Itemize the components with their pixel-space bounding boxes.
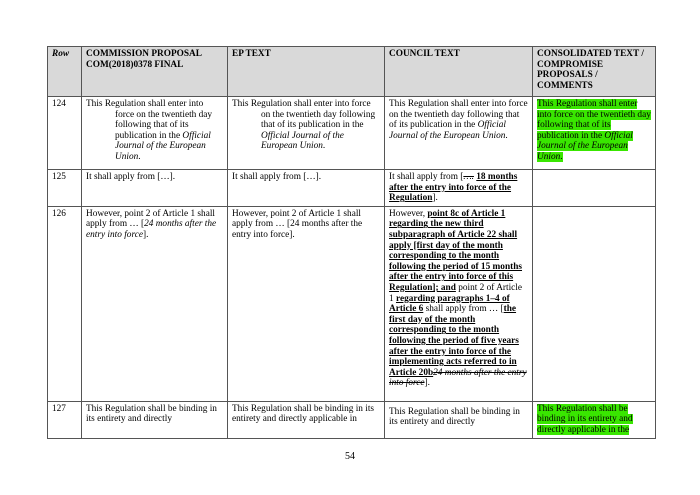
ep-cell: However, point 2 of Article 1 shall apply from … [24 months after the entry into force]. (228, 206, 385, 401)
header-commission: COMMISSION PROPOSAL COM(2018)0378 FINAL (82, 47, 228, 97)
consolidated-cell (533, 206, 656, 401)
row-number: 127 (48, 401, 82, 438)
council-cell: However, point 8c of Article 1 regarding the new third subparagraph of Article 22 shall apply [first day of the month corresponding to the month following the period of 15 months after the entry into force of this Regulation]; and point 2 of Article 1 regarding paragraphs 1–4 of Article 6 shall apply from … [the first day of the month corresponding to the month following the period of five years after the entry into force of the implementing acts referred to in Article 20b24 months after the entry into force]. (385, 206, 533, 401)
ep-cell: This Regulation shall enter into force on the twentieth day following that of its publication in the Official Journal of the European Union. (228, 97, 385, 170)
ep-cell: This Regulation shall be binding in its entirety and directly applicable in (228, 401, 385, 438)
header-row-label: Row (48, 47, 82, 97)
consolidated-cell (533, 170, 656, 207)
page-number: 54 (345, 451, 355, 462)
row-number: 124 (48, 97, 82, 170)
header-ep: EP TEXT (228, 47, 385, 97)
row-number: 125 (48, 170, 82, 207)
inserted-text: point 8c of Article 1 regarding the new third subparagraph of Article 22 shall apply [first day of the month corresponding to the month following the period of 15 months after the entry into force of this Regulation]; and (389, 208, 523, 293)
council-cell: This Regulation shall be binding in its entirety and directly (385, 401, 533, 438)
table-row-127 (48, 401, 656, 438)
highlighted-text: This Regulation shall be binding in its entirety and directly applicable in the (537, 403, 633, 435)
commission-cell: This Regulation shall enter into force on the twentieth day following that of its publication in the Official Journal of the European Union. (82, 97, 228, 170)
highlighted-text: This Regulation shall enter into force on the twentieth day following that of its publication in the Official Journal of the European Union. (537, 99, 651, 162)
commission-cell: However, point 2 of Article 1 shall apply from … [24 months after the entry into force]. (82, 206, 228, 401)
council-cell: This Regulation shall enter into force on the twentieth day following that of its publication in the Official Journal of the European Union. (385, 97, 533, 170)
council-cell: It shall apply from […. 18 months after the entry into force of the Regulation]. (385, 170, 533, 207)
consolidated-cell (533, 401, 656, 438)
table-row-126 (48, 206, 656, 401)
table-row-125 (48, 170, 656, 207)
commission-cell: It shall apply from […]. (82, 170, 228, 207)
comparison-table (47, 46, 656, 439)
row-number: 126 (48, 206, 82, 401)
inserted-text: the first day of the month corresponding to the month following the period of five years after the entry into force of the implementing acts referred to in Article 20b (389, 304, 519, 378)
header-row (48, 47, 656, 97)
commission-cell: This Regulation shall be binding in its entirety and directly (82, 401, 228, 438)
header-council: COUNCIL TEXT (385, 47, 533, 97)
inserted-text: 18 months after the entry into force of the Regulation (389, 172, 518, 204)
inserted-text: regarding paragraphs 1–4 of Article 6 (389, 293, 510, 315)
header-consolidated: CONSOLIDATED TEXT / COMPROMISE PROPOSALS / COMMENTS (533, 47, 656, 97)
ep-cell: It shall apply from […]. (228, 170, 385, 207)
table-row-124 (48, 97, 656, 170)
consolidated-cell (533, 97, 656, 170)
deleted-text: 24 months after the entry into force (389, 367, 527, 389)
deleted-text: …. (463, 172, 474, 182)
